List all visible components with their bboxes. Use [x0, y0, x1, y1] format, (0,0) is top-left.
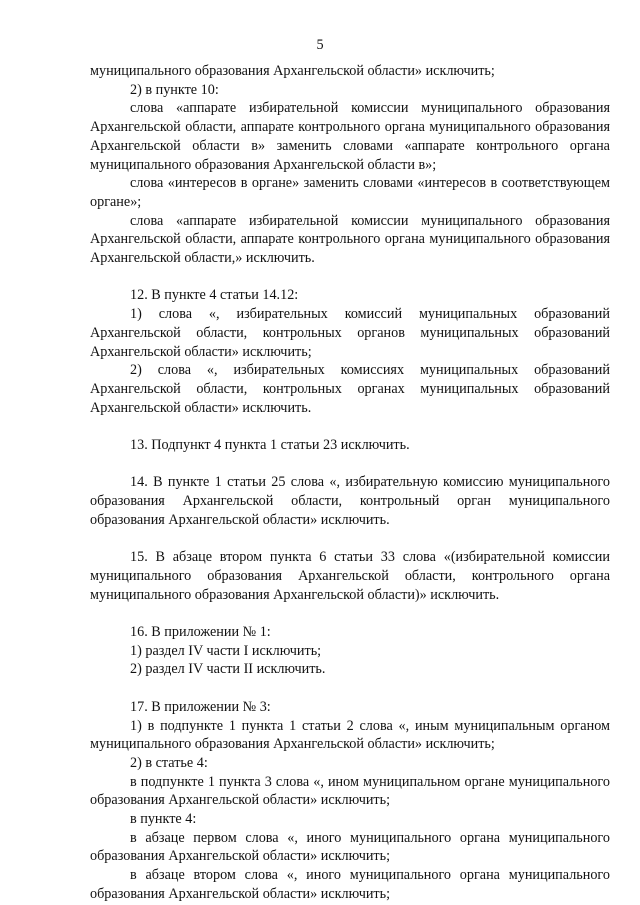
paragraph: слова «интересов в органе» заменить словами «интересов в соответствующем органе»; — [90, 175, 610, 210]
paragraph-spacer — [90, 268, 610, 287]
section-heading: 17. В приложении № 3: — [130, 698, 271, 715]
paragraph: в абзаце первом слова «, иного муниципального органа муниципального образования Архангельской области» исключить; — [90, 829, 610, 865]
paragraph: 1) в подпункте 1 пункта 1 статьи 2 слова «, иным муниципальным органом муниципального образования Архангельской области» исключить; — [90, 717, 610, 753]
paragraph: 2) в статье 4: — [130, 754, 208, 771]
paragraph-spacer — [90, 679, 610, 698]
paragraph-spacer — [90, 604, 610, 623]
paragraph: 1) раздел IV части I исключить; — [130, 642, 322, 659]
paragraph: слова «аппарате избирательной комиссии муниципального образования Архангельской области, аппарате контрольного органа муниципального образования Архангельской области в» заменить словами «аппарате контрольного органа муниципального образования Архангельской области в»; — [90, 100, 610, 173]
paragraph: 1) слова «, избирательных комиссий муниципальных образований Архангельской области, контрольных органов муниципальных образований Архангельской области» исключить; — [90, 306, 610, 360]
page-number: 5 — [316, 37, 324, 53]
paragraph: в абзаце втором слова «, иного муниципального органа муниципального образования Архангельской области» исключить; — [90, 867, 610, 902]
section-heading: 16. В приложении № 1: — [130, 624, 271, 641]
paragraph-spacer — [90, 530, 610, 549]
paragraph: 2) в пункте 10: — [130, 81, 219, 98]
paragraph: муниципального образования Архангельской области» исключить; — [90, 63, 495, 79]
paragraph: в пункте 4: — [130, 811, 197, 828]
paragraph-spacer — [90, 417, 610, 436]
section-heading: 12. В пункте 4 статьи 14.12: — [130, 287, 299, 304]
document-body — [90, 62, 610, 904]
section-heading: 13. Подпункт 4 пункта 1 статьи 23 исключить. — [130, 437, 410, 454]
paragraph-spacer — [90, 455, 610, 474]
paragraph: слова «аппарате избирательной комиссии муниципального образования Архангельской области, аппарате контрольного органа муниципального образования Архангельской области,» исключить. — [90, 212, 610, 267]
paragraph: в подпункте 1 пункта 3 слова «, ином муниципальном органе муниципального образования Архангельской области» исключить; — [90, 773, 610, 809]
paragraph: 2) раздел IV части II исключить. — [130, 661, 326, 678]
section-heading: 15. В абзаце втором пункта 6 статьи 33 слова «(избирательной комиссии муниципального образования Архангельской области, контрольного органа муниципального образования Архангельской области)» исключить. — [90, 549, 610, 603]
section-heading: 14. В пункте 1 статьи 25 слова «, избирательную комиссию муниципального образования Архангельской области, контрольный орган муниципального образования Архангельской области» исключить. — [90, 474, 610, 528]
paragraph: 2) слова «, избирательных комиссиях муниципальных образований Архангельской области, контрольных органах муниципальных образований Архангельской области» исключить. — [90, 362, 610, 416]
